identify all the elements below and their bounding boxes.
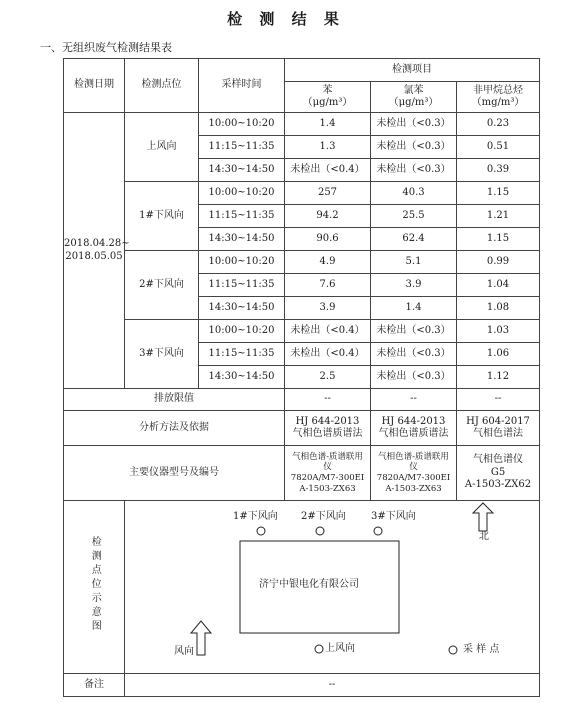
chlorobenzene-cell: 5.1 xyxy=(371,251,457,274)
time-cell: 11:15~11:35 xyxy=(199,136,285,159)
chlorobenzene-cell: 1.4 xyxy=(371,297,457,320)
chlorobenzene-cell: 25.5 xyxy=(371,205,457,228)
instrument-chlorobenzene-id: A-1503-ZX63 xyxy=(385,483,442,494)
instrument-benzene-line: 气相色谱-质谱联用 xyxy=(292,451,363,462)
label-down2: 2#下风向 xyxy=(301,511,346,522)
instrument-benzene-line: 仪 xyxy=(323,462,332,473)
header-benzene-name: 苯 xyxy=(322,84,333,96)
benzene-cell: 未检出（<0.4） xyxy=(285,343,371,366)
method-nmhc xyxy=(457,411,540,446)
benzene-cell: 7.6 xyxy=(285,274,371,297)
limit-nmhc: -- xyxy=(457,389,540,411)
map-side-label-cell xyxy=(64,501,125,674)
point-cell: 2#下风向 xyxy=(125,251,199,320)
instrument-chlorobenzene xyxy=(371,446,457,501)
point-cell: 1#下风向 xyxy=(125,182,199,251)
method-benzene-technique: 气相色谱质谱法 xyxy=(292,428,363,439)
nmhc-cell: 0.51 xyxy=(457,136,540,159)
method-label: 分析方法及依据 xyxy=(64,411,285,446)
date-range-end: 2018.05.05 xyxy=(65,250,123,262)
instrument-benzene xyxy=(285,446,371,501)
time-cell: 11:15~11:35 xyxy=(199,343,285,366)
chlorobenzene-cell: 未检出（<0.3） xyxy=(371,136,457,159)
instrument-nmhc-id: A-1503-ZX62 xyxy=(464,479,532,491)
nmhc-cell: 1.03 xyxy=(457,320,540,343)
header-point: 检测点位 xyxy=(125,59,199,113)
site-map-cell xyxy=(125,501,540,674)
instrument-chlorobenzene-line: 气相色谱-质谱联用 xyxy=(378,451,449,462)
header-chlorobenzene-name: 氯苯 xyxy=(403,84,424,96)
table-row xyxy=(64,320,540,343)
time-cell: 14:30~14:50 xyxy=(199,159,285,182)
header-chlorobenzene-unit: （μg/m³） xyxy=(388,97,439,108)
label-down3: 3#下风向 xyxy=(371,511,416,522)
sample-point-down1 xyxy=(257,527,265,535)
nmhc-cell: 0.99 xyxy=(457,251,540,274)
sample-point-upwind xyxy=(315,645,323,653)
header-benzene xyxy=(285,82,371,113)
label-company: 济宁中银电化有限公司 xyxy=(259,579,359,590)
time-cell: 10:00~10:20 xyxy=(199,113,285,136)
nmhc-cell: 1.15 xyxy=(457,228,540,251)
benzene-cell: 1.3 xyxy=(285,136,371,159)
instrument-label: 主要仪器型号及编号 xyxy=(64,446,285,501)
header-items: 检测项目 xyxy=(285,59,540,82)
chlorobenzene-cell: 未检出（<0.3） xyxy=(371,113,457,136)
section-heading: 一、无组织废气检测结果表 xyxy=(40,41,172,54)
nmhc-cell: 1.08 xyxy=(457,297,540,320)
sample-point-down2 xyxy=(316,527,324,535)
table-row xyxy=(64,113,540,136)
header-date: 检测日期 xyxy=(64,59,125,113)
method-nmhc-standard: HJ 604-2017 xyxy=(466,415,530,427)
limit-benzene: -- xyxy=(285,389,371,411)
limit-label: 排放限值 xyxy=(64,389,285,411)
note-value: -- xyxy=(125,674,540,697)
legend-sample-icon xyxy=(449,646,457,654)
chlorobenzene-cell: 40.3 xyxy=(371,182,457,205)
time-cell: 14:30~14:50 xyxy=(199,228,285,251)
nmhc-cell: 0.23 xyxy=(457,113,540,136)
nmhc-cell: 1.21 xyxy=(457,205,540,228)
time-cell: 14:30~14:50 xyxy=(199,366,285,389)
instrument-nmhc-name: 气相色谱仪 xyxy=(473,454,524,466)
method-chlorobenzene-standard: HJ 644-2013 xyxy=(381,415,446,427)
instrument-chlorobenzene-line: 仪 xyxy=(409,462,418,473)
nmhc-cell: 0.39 xyxy=(457,159,540,182)
date-range-cell xyxy=(64,113,130,389)
label-wind: 风向 xyxy=(174,646,194,657)
label-north: 北 xyxy=(479,531,489,542)
point-cell: 上风向 xyxy=(125,113,199,182)
nmhc-cell: 1.06 xyxy=(457,343,540,366)
results-table xyxy=(63,58,540,697)
limit-chlorobenzene: -- xyxy=(371,389,457,411)
site-map xyxy=(125,501,539,673)
header-nmhc-name: 非甲烷总烃 xyxy=(473,84,524,96)
chlorobenzene-cell: 未检出（<0.3） xyxy=(371,343,457,366)
label-down1: 1#下风向 xyxy=(233,511,278,522)
time-cell: 10:00~10:20 xyxy=(199,182,285,205)
method-nmhc-technique: 气相色谱法 xyxy=(473,428,524,439)
label-upwind: 上风向 xyxy=(325,643,355,654)
chlorobenzene-cell: 3.9 xyxy=(371,274,457,297)
time-cell: 10:00~10:20 xyxy=(199,251,285,274)
benzene-cell: 1.4 xyxy=(285,113,371,136)
sample-point-down3 xyxy=(374,527,382,535)
benzene-cell: 3.9 xyxy=(285,297,371,320)
instrument-nmhc-model: G5 xyxy=(490,466,506,478)
header-time: 采样时间 xyxy=(199,59,285,113)
nmhc-cell: 1.15 xyxy=(457,182,540,205)
nmhc-cell: 1.12 xyxy=(457,366,540,389)
table-row xyxy=(64,182,540,205)
benzene-cell: 90.6 xyxy=(285,228,371,251)
chlorobenzene-cell: 未检出（<0.3） xyxy=(371,159,457,182)
method-chlorobenzene-technique: 气相色谱质谱法 xyxy=(378,428,449,439)
time-cell: 10:00~10:20 xyxy=(199,320,285,343)
instrument-benzene-model: 7820A/M7-300EI xyxy=(290,473,365,483)
map-side-label: 检测点位示意图 xyxy=(89,535,101,634)
chlorobenzene-cell: 未检出（<0.3） xyxy=(371,320,457,343)
instrument-nmhc xyxy=(457,446,540,501)
benzene-cell: 4.9 xyxy=(285,251,371,274)
benzene-cell: 257 xyxy=(285,182,371,205)
header-chlorobenzene xyxy=(371,82,457,113)
header-nmhc xyxy=(457,82,540,113)
benzene-cell: 2.5 xyxy=(285,366,371,389)
time-cell: 14:30~14:50 xyxy=(199,297,285,320)
wind-arrow-icon xyxy=(191,621,211,655)
nmhc-cell: 1.04 xyxy=(457,274,540,297)
benzene-cell: 未检出（<0.4） xyxy=(285,159,371,182)
instrument-chlorobenzene-model: 7820A/M7-300EI xyxy=(376,473,451,483)
chlorobenzene-cell: 未检出（<0.3） xyxy=(371,366,457,389)
benzene-cell: 未检出（<0.4） xyxy=(285,320,371,343)
chlorobenzene-cell: 62.4 xyxy=(371,228,457,251)
time-cell: 11:15~11:35 xyxy=(199,205,285,228)
header-benzene-unit: （μg/m³） xyxy=(302,97,353,108)
point-cell: 3#下风向 xyxy=(125,320,199,389)
date-range-start: 2018.04.28~ xyxy=(64,238,130,249)
note-label: 备注 xyxy=(64,674,125,697)
legend-sample-label: 采 样 点 xyxy=(463,644,500,655)
time-cell: 11:15~11:35 xyxy=(199,274,285,297)
method-chlorobenzene xyxy=(371,411,457,446)
benzene-cell: 94.2 xyxy=(285,205,371,228)
table-row xyxy=(64,251,540,274)
method-benzene-standard: HJ 644-2013 xyxy=(295,415,360,427)
north-arrow-icon xyxy=(473,503,493,531)
instrument-benzene-id: A-1503-ZX63 xyxy=(299,483,356,494)
method-benzene xyxy=(285,411,371,446)
header-nmhc-unit: （mg/m³） xyxy=(471,97,525,108)
page-title: 检 测 结 果 xyxy=(227,10,345,28)
